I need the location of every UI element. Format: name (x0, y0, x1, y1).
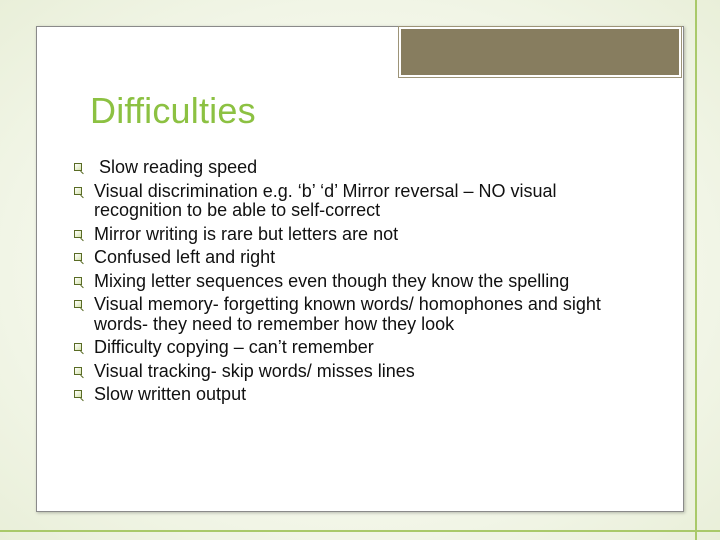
bullet-text: Visual tracking- skip words/ misses lines (94, 360, 415, 381)
square-bullet-icon (74, 343, 82, 351)
accent-bar (399, 27, 681, 77)
bullet-item (74, 248, 634, 268)
square-bullet-icon (74, 253, 82, 261)
bullet-item (74, 362, 634, 382)
bullet-text: Mirror writing is rare but letters are not (94, 223, 399, 244)
bullet-text: Mixing letter sequences even though they know the spelling (94, 270, 570, 291)
square-bullet-icon (74, 277, 82, 285)
square-bullet-icon (74, 390, 82, 398)
bullet-item (74, 158, 634, 178)
bullet-text: Difficulty copying – can’t remember (94, 337, 374, 357)
bullet-item (74, 225, 634, 245)
bullet-list (74, 158, 634, 409)
slide-title: Difficulties (90, 90, 256, 131)
square-bullet-icon (74, 163, 82, 171)
bullet-text: Visual memory- forgetting known words/ homophones and sight words- they need to remember how they look (94, 294, 606, 334)
bullet-text: Visual discrimination e.g. ‘b’ ‘d’ Mirror reversal – NO visual recognition to be able to self-correct (94, 180, 562, 220)
bullet-item (74, 338, 634, 358)
bullet-item (74, 295, 634, 334)
bullet-text: Confused left and right (94, 247, 276, 267)
bullet-item (74, 272, 634, 292)
decorative-horizontal-line (0, 530, 720, 532)
bullet-text: Slow reading speed (94, 157, 258, 177)
square-bullet-icon (74, 300, 82, 308)
square-bullet-icon (74, 187, 82, 195)
square-bullet-icon (74, 230, 82, 238)
square-bullet-icon (74, 367, 82, 375)
bullet-item (74, 385, 634, 405)
bullet-item (74, 182, 634, 221)
bullet-text: Slow written output (94, 384, 247, 404)
decorative-vertical-line (695, 0, 697, 540)
